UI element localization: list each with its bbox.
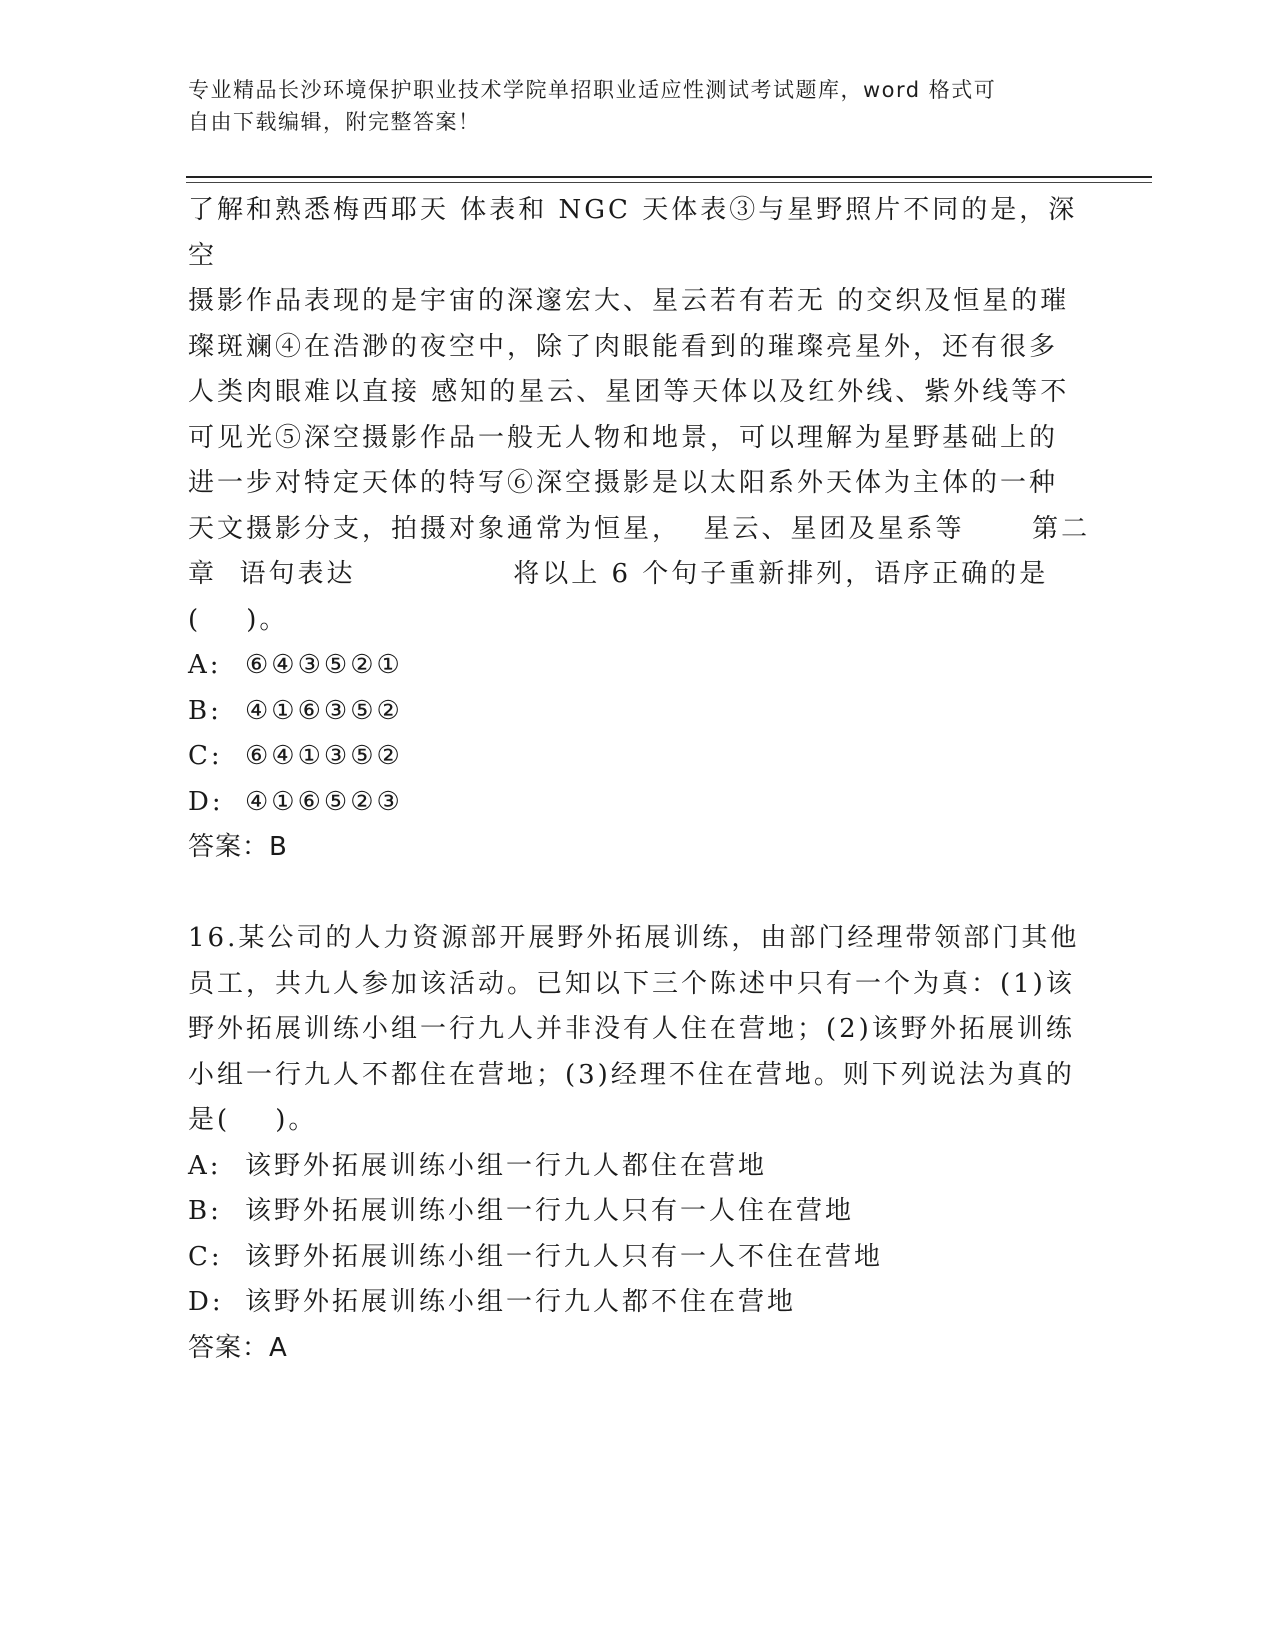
option-b	[188, 689, 1088, 735]
question-text-line: 进一步对特定天体的特写⑥深空摄影是以太阳系外天体为主体的一种	[188, 468, 1059, 498]
option-b	[188, 1189, 1088, 1235]
question-text-line: 小组一行九人不都住在营地；(3)经理不住在营地。则下列说法为真的	[188, 1059, 1075, 1090]
option-c	[188, 734, 1088, 780]
option-letter: A:	[188, 1150, 222, 1181]
header-line-1: 专业精品长沙环境保护职业技术学院单招职业适应性测试考试题库，word 格式可	[188, 78, 997, 102]
header-rule-thin	[186, 182, 1152, 183]
option-text: ④①⑥⑤②③	[245, 786, 403, 817]
option-letter: B:	[188, 695, 222, 726]
question-text-line: 16.某公司的人力资源部开展野外拓展训练，由部门经理带领部门其他	[188, 923, 1080, 953]
option-d	[188, 1280, 1088, 1326]
question-15	[188, 188, 1091, 871]
option-letter: A:	[188, 650, 222, 680]
question-text-line: 天文摄影分支，拍摄对象通常为恒星， 星云、星团及星系等 第二	[188, 513, 1091, 544]
question-text-line: 野外拓展训练小组一行九人并非没有人住在营地；(2)该野外拓展训练	[188, 1014, 1075, 1044]
header-line-2: 自由下载编辑，附完整答案！	[188, 110, 481, 134]
option-c	[188, 1235, 1088, 1281]
question-text-line: 章 语句表达 将以上 6 个句子重新排列，语序正确的是	[188, 559, 1049, 589]
question-text-line: 是( )。	[188, 1105, 318, 1135]
question-spacer	[188, 871, 1088, 917]
option-text: ④①⑥③⑤②	[245, 695, 403, 726]
option-d	[188, 780, 1088, 826]
question-text-line: 璨斑斓④在浩渺的夜空中，除了肉眼能看到的璀璨亮星外，还有很多	[188, 331, 1059, 362]
option-text: 该野外拓展训练小组一行九人只有一人住在营地	[245, 1196, 855, 1226]
option-letter: D:	[188, 1287, 224, 1317]
question-16	[188, 916, 1088, 1371]
option-text: ⑥④①③⑤②	[245, 741, 403, 771]
answer-line: 答案：A	[188, 1332, 288, 1363]
option-text: 该野外拓展训练小组一行九人都住在营地	[245, 1150, 768, 1181]
page-header	[188, 74, 1088, 138]
question-text-line: 员工，共九人参加该活动。已知以下三个陈述中只有一个为真：(1)该	[188, 968, 1075, 999]
option-a	[188, 643, 1088, 689]
question-text-line: ( )。	[188, 604, 289, 635]
question-text-line: 摄影作品表现的是宇宙的深邃宏大、星云若有若无 的交织及恒星的璀	[188, 286, 1070, 316]
question-text-line: 了解和熟悉梅西耶天 体表和 NGC 天体表③与星野照片不同的是，深空	[188, 195, 1078, 271]
question-text-line: 可见光⑤深空摄影作品一般无人物和地景，可以理解为星野基础上的	[188, 422, 1059, 453]
option-letter: C:	[188, 1241, 223, 1272]
question-text-line: 人类肉眼难以直接 感知的星云、星团等天体以及红外线、紫外线等不	[188, 377, 1070, 407]
answer-line: 答案：B	[188, 832, 288, 862]
option-letter: B:	[188, 1196, 222, 1226]
header-rule-thick	[186, 176, 1152, 178]
option-letter: D:	[188, 786, 224, 817]
option-a	[188, 1144, 1088, 1190]
option-text: ⑥④③⑤②①	[245, 650, 403, 680]
option-text: 该野外拓展训练小组一行九人都不住在营地	[245, 1287, 797, 1317]
option-letter: C:	[188, 741, 223, 771]
option-text: 该野外拓展训练小组一行九人只有一人不住在营地	[245, 1241, 884, 1272]
document-body	[188, 188, 1091, 1371]
